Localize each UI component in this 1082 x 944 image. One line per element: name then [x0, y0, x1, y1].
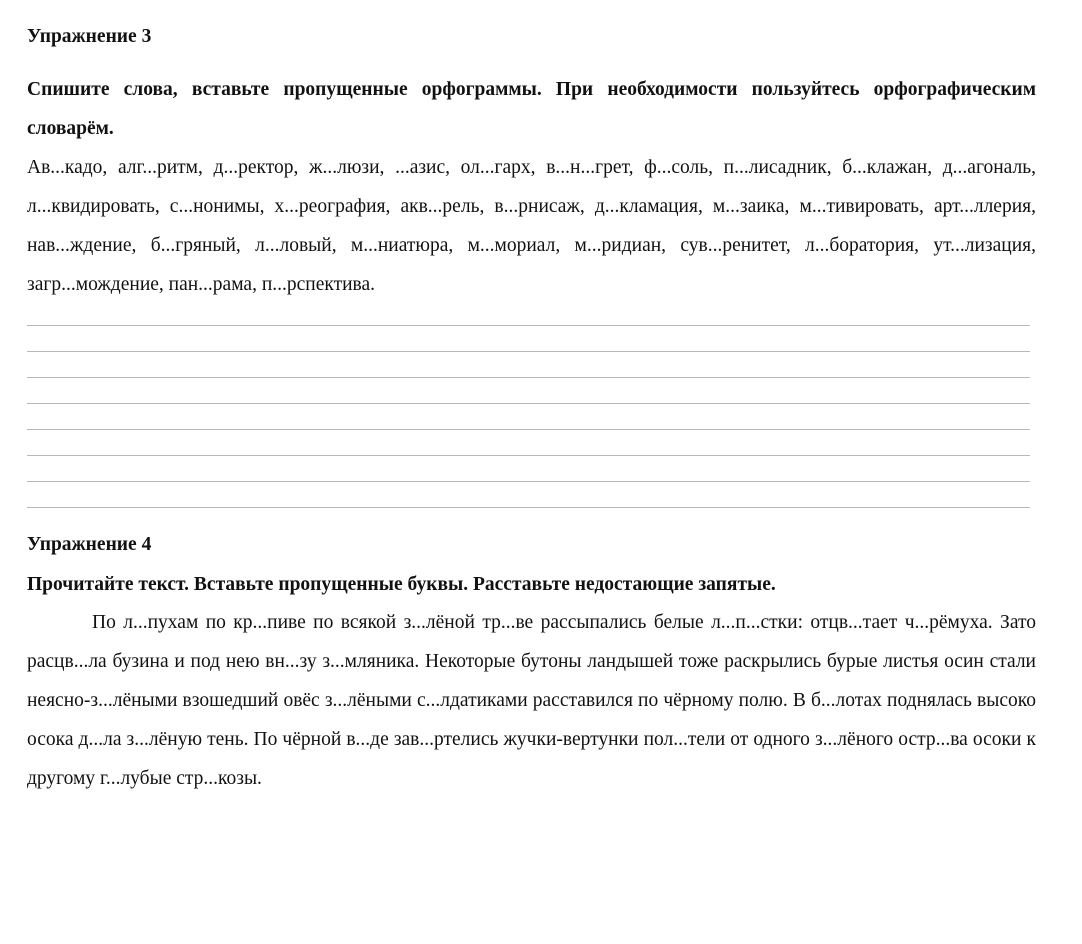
- exercise-3-words: Ав...кадо, алг...ритм, д...ректор, ж...люзи, ...азис, ол...гарх, в...н...грет, ф...соль, п...лисадник, б...клажан, д...агональ, л...квидировать, с...нонимы, х...реография, акв...рель, в...рнисаж, д...кламация, м...заика, м...тивировать, арт...ллерия, нав...ждение, б...гряный, л...ловый, м...ниатюра, м...мориал, м...ридиан, сув...ренитет, л...боратория, ут...лизация, загр...мождение, пан...рама, п...рспектива.: [27, 157, 1036, 295]
- answer-line: [27, 325, 1030, 326]
- exercise-3-instruction: Спишите слова, вставьте пропущенные орфограммы. При необходимости пользуйтесь орфографическим словарём.: [27, 79, 1036, 139]
- answer-line: [27, 507, 1030, 508]
- answer-line: [27, 351, 1030, 352]
- answer-line: [27, 455, 1030, 456]
- answer-line: [27, 377, 1030, 378]
- exercise-4-instruction: Прочитайте текст. Вставьте пропущенные буквы. Расставьте недостающие запятые.: [27, 574, 776, 595]
- exercise-4-title: Упражнение 4: [27, 534, 152, 555]
- answer-line: [27, 429, 1030, 430]
- exercise-4-text: По л...пухам по кр...пиве по всякой з...лёной тр...ве рассыпались белые л...п...стки: отцв...тает ч...рёмуха. Зато расцв...ла бузина и под нею вн...зу з...мляника. Некоторые бутоны ландышей тоже раскрылись бурые листья осин стали неясно-з...лёными взошедший овёс з...лёными с...лдатиками расставился по чёрному полю. В б...лотах поднялась высоко осока д...ла з...лёную тень. По чёрной в...де зав...ртелись жучки-вертунки пол...тели от одного з...лёного остр...ва осоки к другому г...лубые стр...козы.: [27, 612, 1036, 789]
- answer-lines: [27, 325, 1030, 508]
- answer-line: [27, 481, 1030, 482]
- exercise-3-title: Упражнение 3: [27, 26, 152, 47]
- answer-line: [27, 403, 1030, 404]
- worksheet-page: [27, 22, 1036, 798]
